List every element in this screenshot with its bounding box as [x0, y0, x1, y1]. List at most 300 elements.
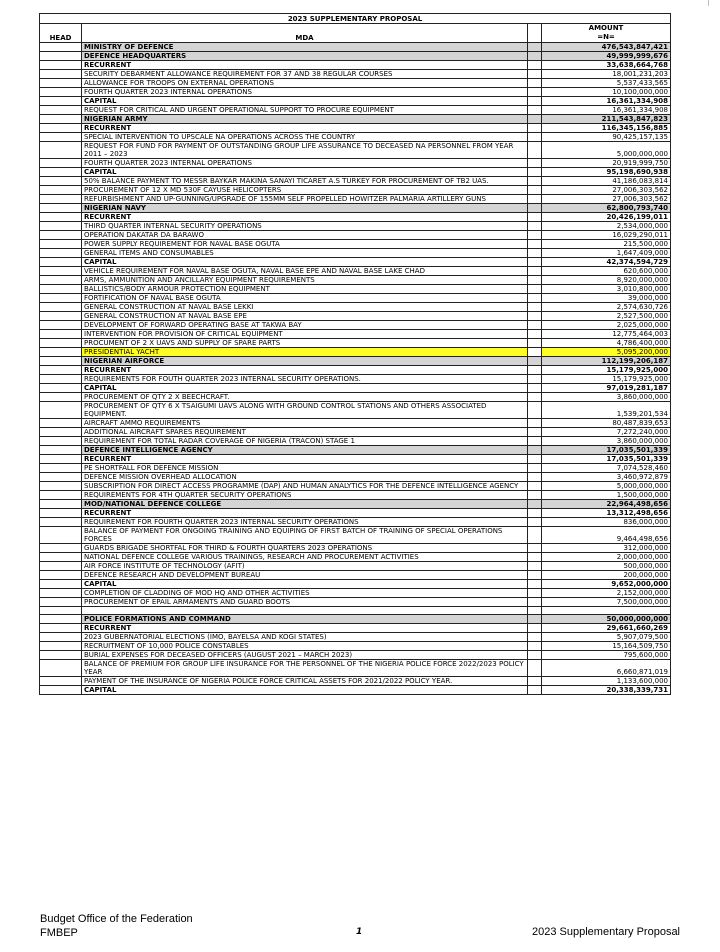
- head-cell: [40, 660, 82, 677]
- spacer-cell: [528, 303, 542, 312]
- mda-text: DEFENCE HEADQUARTERS: [84, 52, 187, 60]
- spacer-cell: [528, 642, 542, 651]
- amount-cell: 95,198,690,938: [542, 168, 671, 177]
- mda-description: [82, 500, 528, 509]
- table-row: [40, 142, 671, 159]
- amount-cell: 7,272,240,000: [542, 428, 671, 437]
- mda-text: RECURRENT: [84, 624, 132, 632]
- head-cell: [40, 61, 82, 70]
- head-cell: [40, 294, 82, 303]
- mda-text: GENERAL CONSTRUCTION AT NAVAL BASE EPE: [84, 312, 247, 320]
- page-number: 1: [356, 927, 363, 937]
- spacer-cell: [528, 106, 542, 115]
- head-cell: [40, 615, 82, 624]
- amount-cell: 312,000,000: [542, 544, 671, 553]
- amount-cell: 90,425,157,135: [542, 133, 671, 142]
- amount-cell: 2,152,000,000: [542, 589, 671, 598]
- table-row: [40, 518, 671, 527]
- mda-text: REQUIREMENTS FOR FOUTH QUARTER 2023 INTERNAL SECURITY OPERATIONS.: [84, 375, 361, 383]
- mda-description: [82, 598, 528, 607]
- spacer-cell: [528, 686, 542, 695]
- footer-office: Budget Office of the Federation: [40, 913, 193, 925]
- amount-cell: 5,537,433,565: [542, 79, 671, 88]
- head-cell: [40, 168, 82, 177]
- amount-cell: 42,374,594,729: [542, 258, 671, 267]
- amount-cell: 4,786,400,000: [542, 339, 671, 348]
- amount-cell: 116,345,156,885: [542, 124, 671, 133]
- table-row: [40, 312, 671, 321]
- mda-description: [82, 419, 528, 428]
- mda-text: FOURTH QUARTER 2023 INTERNAL OPERATIONS: [84, 88, 252, 96]
- amount-cell: 27,006,303,562: [542, 186, 671, 195]
- spacer-cell: [528, 571, 542, 580]
- head-cell: [40, 285, 82, 294]
- mda-text: POLICE FORMATIONS AND COMMAND: [84, 615, 231, 623]
- mda-description: [82, 384, 528, 393]
- head-cell: [40, 607, 82, 615]
- mda-text: BALLISTICS/BODY ARMOUR PROTECTION EQUIPMENT: [84, 285, 270, 293]
- head-cell: [40, 204, 82, 213]
- mda-description: [82, 124, 528, 133]
- table-row: [40, 580, 671, 589]
- mda-text: NIGERIAN NAVY: [84, 204, 146, 212]
- table-row: [40, 61, 671, 70]
- spacer-cell: [528, 168, 542, 177]
- amount-cell: 20,338,339,731: [542, 686, 671, 695]
- table-row: [40, 294, 671, 303]
- mda-description: [82, 375, 528, 384]
- mda-description: [82, 249, 528, 258]
- spacer-cell: [528, 222, 542, 231]
- spacer-cell: [528, 285, 542, 294]
- mda-text: PROCUMENT OF 2 X UAVS AND SUPPLY OF SPARE PARTS: [84, 339, 281, 347]
- budget-table: [39, 13, 671, 695]
- spacer-cell: [528, 133, 542, 142]
- head-cell: [40, 43, 82, 52]
- table-row: [40, 168, 671, 177]
- head-cell: [40, 339, 82, 348]
- mda-text: AIR FORCE INSTITUTE OF TECHNOLOGY (AFIT): [84, 562, 245, 570]
- amount-cell: 795,600,000: [542, 651, 671, 660]
- amount-cell: 1,539,201,534: [542, 402, 671, 419]
- spacer-cell: [528, 607, 542, 615]
- mda-description: [82, 464, 528, 473]
- mda-text: AIRCRAFT AMMO REQUIREMENTS: [84, 419, 201, 427]
- mda-description: [82, 195, 528, 204]
- spacer-cell: [528, 97, 542, 106]
- amount-cell: 200,000,000: [542, 571, 671, 580]
- spacer-cell: [528, 231, 542, 240]
- spacer-cell: [528, 195, 542, 204]
- table-row: [40, 348, 671, 357]
- table-row: [40, 482, 671, 491]
- spacer-cell: [528, 366, 542, 375]
- head-cell: [40, 52, 82, 61]
- mda-text: ARMS, AMMUNITION AND ANCILLARY EQUIPMENT REQUIREMENTS: [84, 276, 315, 284]
- table-row: [40, 446, 671, 455]
- mda-description: [82, 633, 528, 642]
- mda-text: NIGERIAN AIRFORCE: [84, 357, 165, 365]
- head-cell: [40, 428, 82, 437]
- head-cell: [40, 366, 82, 375]
- amount-cell: 2,000,000,000: [542, 553, 671, 562]
- mda-text: RECURRENT: [84, 455, 132, 463]
- head-cell: [40, 455, 82, 464]
- table-title: 2023 SUPPLEMENTARY PROPOSAL: [40, 14, 671, 24]
- head-cell: [40, 446, 82, 455]
- head-cell: [40, 231, 82, 240]
- table-row: [40, 366, 671, 375]
- mda-description: [82, 428, 528, 437]
- head-cell: [40, 402, 82, 419]
- amount-cell: 5,000,000,000: [542, 482, 671, 491]
- spacer-cell: [528, 43, 542, 52]
- spacer-cell: [528, 24, 542, 43]
- mda-text: REQUIREMENT FOR FOURTH QUARTER 2023 INTERNAL SECURITY OPERATIONS: [84, 518, 359, 526]
- mda-description: [82, 267, 528, 276]
- table-row: [40, 321, 671, 330]
- table-row: [40, 285, 671, 294]
- table-row: [40, 52, 671, 61]
- head-cell: [40, 142, 82, 159]
- table-row: [40, 686, 671, 695]
- mda-description: [82, 177, 528, 186]
- spacer-cell: [528, 482, 542, 491]
- amount-cell: 215,500,000: [542, 240, 671, 249]
- table-row: [40, 267, 671, 276]
- head-cell: [40, 312, 82, 321]
- head-cell: [40, 159, 82, 168]
- mda-description: [82, 482, 528, 491]
- amount-cell: 476,543,847,421: [542, 43, 671, 52]
- footer-code: FMBEP: [40, 927, 78, 939]
- mda-description: [82, 615, 528, 624]
- head-cell: [40, 473, 82, 482]
- table-row: [40, 607, 671, 615]
- spacer-cell: [528, 115, 542, 124]
- mda-text: ALLOWANCE FOR TROOPS ON EXTERNAL OPERATIONS: [84, 79, 274, 87]
- mda-description: [82, 222, 528, 231]
- amount-cell: 6,660,871,019: [542, 660, 671, 677]
- mda-text: NATIONAL DEFENCE COLLEGE VARIOUS TRAININGS, RESEARCH AND PROCUREMENT ACTIVITIES: [84, 553, 419, 561]
- mda-description: [82, 258, 528, 267]
- spacer-cell: [528, 651, 542, 660]
- spacer-cell: [528, 393, 542, 402]
- table-row: [40, 455, 671, 464]
- mda-description: [82, 52, 528, 61]
- spacer-cell: [528, 249, 542, 258]
- amount-cell: [542, 607, 671, 615]
- head-cell: [40, 419, 82, 428]
- head-cell: [40, 375, 82, 384]
- head-cell: [40, 79, 82, 88]
- table-row: [40, 393, 671, 402]
- head-cell: [40, 348, 82, 357]
- spacer-cell: [528, 527, 542, 544]
- mda-description: [82, 553, 528, 562]
- mda-text: REQUIREMENTS FOR 4TH QUARTER SECURITY OPERATIONS: [84, 491, 292, 499]
- head-cell: [40, 249, 82, 258]
- mda-text: PAYMENT OF THE INSURANCE OF NIGERIA POLICE FORCE CRITICAL ASSETS FOR 2021/2022 POLICY YEAR.: [84, 677, 453, 685]
- mda-description: [82, 544, 528, 553]
- head-cell: [40, 491, 82, 500]
- table-row: [40, 437, 671, 446]
- head-cell: [40, 303, 82, 312]
- spacer-cell: [528, 213, 542, 222]
- amount-cell: 33,638,664,768: [542, 61, 671, 70]
- table-row: [40, 464, 671, 473]
- table-row: [40, 222, 671, 231]
- head-cell: [40, 571, 82, 580]
- amount-cell: 50,000,000,000: [542, 615, 671, 624]
- mda-text: 2023 GUBERNATORIAL ELECTIONS (IMO, BAYELSA AND KOGI STATES): [84, 633, 327, 641]
- mda-text: RECURRENT: [84, 213, 132, 221]
- table-row: [40, 402, 671, 419]
- mda-description: [82, 276, 528, 285]
- table-row: [40, 276, 671, 285]
- mda-column-header: MDA: [82, 24, 528, 43]
- mda-text: INTERVENTION FOR PROVISION OF CRITICAL EQUIPMENT: [84, 330, 283, 338]
- amount-cell: 41,186,083,814: [542, 177, 671, 186]
- mda-description: [82, 642, 528, 651]
- mda-text: 50% BALANCE PAYMENT TO MESSR BAYKAR MAKINA SANAYI TICARET A.S TURKEY FOR PROCUREMENT OF TB2 UAS.: [84, 177, 489, 185]
- amount-cell: 3,860,000,000: [542, 437, 671, 446]
- mda-description: [82, 133, 528, 142]
- mda-description: [82, 446, 528, 455]
- amount-cell: 620,600,000: [542, 267, 671, 276]
- amount-cell: 15,179,925,000: [542, 375, 671, 384]
- footer-left: [40, 912, 193, 940]
- mda-description: [82, 204, 528, 213]
- amount-cell: 12,775,464,003: [542, 330, 671, 339]
- head-cell: [40, 384, 82, 393]
- table-row: [40, 115, 671, 124]
- mda-description: [82, 106, 528, 115]
- mda-text: FORTIFICATION OF NAVAL BASE OGUTA: [84, 294, 221, 302]
- mda-description: [82, 321, 528, 330]
- spacer-cell: [528, 580, 542, 589]
- table-row: [40, 571, 671, 580]
- mda-description: [82, 43, 528, 52]
- spacer-cell: [528, 312, 542, 321]
- spacer-cell: [528, 177, 542, 186]
- mda-description: [82, 330, 528, 339]
- mda-text: DEVELOPMENT OF FORWARD OPERATING BASE AT TAKWA BAY: [84, 321, 302, 329]
- spacer-cell: [528, 258, 542, 267]
- mda-description: [82, 88, 528, 97]
- spacer-cell: [528, 402, 542, 419]
- spacer-cell: [528, 437, 542, 446]
- spacer-cell: [528, 276, 542, 285]
- spacer-cell: [528, 598, 542, 607]
- amount-cell: 2,527,500,000: [542, 312, 671, 321]
- amount-cell: 8,920,000,000: [542, 276, 671, 285]
- mda-text: OPERATION DAKATAR DA BARAWO: [84, 231, 204, 239]
- amount-cell: 2,574,630,726: [542, 303, 671, 312]
- mda-text: NIGERIAN ARMY: [84, 115, 148, 123]
- spacer-cell: [528, 204, 542, 213]
- head-cell: [40, 589, 82, 598]
- head-cell: [40, 88, 82, 97]
- spacer-cell: [528, 88, 542, 97]
- spacer-cell: [528, 677, 542, 686]
- amount-cell: 5,907,079,500: [542, 633, 671, 642]
- spacer-cell: [528, 446, 542, 455]
- mda-text: GENERAL CONSTRUCTION AT NAVAL BASE LEKKI: [84, 303, 254, 311]
- amount-cell: 39,000,000: [542, 294, 671, 303]
- table-row: [40, 330, 671, 339]
- spacer-cell: [528, 384, 542, 393]
- spacer-cell: [528, 267, 542, 276]
- amount-cell: 16,029,290,011: [542, 231, 671, 240]
- head-cell: [40, 553, 82, 562]
- table-row: [40, 562, 671, 571]
- table-row: [40, 186, 671, 195]
- table-row: [40, 509, 671, 518]
- amount-cell: 836,000,000: [542, 518, 671, 527]
- head-cell: [40, 500, 82, 509]
- table-row: [40, 240, 671, 249]
- head-cell: [40, 482, 82, 491]
- mda-description: [82, 61, 528, 70]
- spacer-cell: [528, 660, 542, 677]
- mda-description: [82, 357, 528, 366]
- spacer-cell: [528, 544, 542, 553]
- mda-description: [82, 589, 528, 598]
- table-row: [40, 527, 671, 544]
- amount-cell: 18,001,231,203: [542, 70, 671, 79]
- amount-cell: 3,460,972,879: [542, 473, 671, 482]
- spacer-cell: [528, 321, 542, 330]
- mda-description: [82, 339, 528, 348]
- mda-text: CAPITAL: [84, 686, 117, 694]
- table-row: [40, 258, 671, 267]
- spacer-cell: [528, 615, 542, 624]
- table-row: [40, 589, 671, 598]
- head-cell: [40, 97, 82, 106]
- mda-description: [82, 285, 528, 294]
- head-cell: [40, 106, 82, 115]
- mda-description: [82, 312, 528, 321]
- head-cell: [40, 258, 82, 267]
- mda-text: CAPITAL: [84, 168, 117, 176]
- spacer-cell: [528, 518, 542, 527]
- amount-cell: 17,035,501,339: [542, 446, 671, 455]
- mda-text: PRESIDENTIAL YACHT: [84, 348, 160, 356]
- table-row: [40, 303, 671, 312]
- mda-text: CAPITAL: [84, 580, 117, 588]
- mda-text: RECRUITMENT OF 10,000 POLICE CONSTABLES: [84, 642, 249, 650]
- head-cell: [40, 633, 82, 642]
- head-cell: [40, 240, 82, 249]
- mda-text: VEHICLE REQUIREMENT FOR NAVAL BASE OGUTA, NAVAL BASE EPE AND NAVAL BASE LAKE CHAD: [84, 267, 425, 275]
- amount-cell: 1,500,000,000: [542, 491, 671, 500]
- mda-text: REFURBISHMENT AND UP-GUNNING/UPGRADE OF 155MM SELF PROPELLED HOWITZER PALMARIA ARTILLERY GUNS: [84, 195, 486, 203]
- amount-cell: 15,179,925,000: [542, 366, 671, 375]
- mda-text: POWER SUPPLY REQUIREMENT FOR NAVAL BASE OGUTA: [84, 240, 280, 248]
- head-cell: [40, 598, 82, 607]
- mda-text: REQUIREMENT FOR TOTAL RADAR COVERAGE OF NIGERIA (TRACON) STAGE 1: [84, 437, 355, 445]
- spacer-cell: [528, 357, 542, 366]
- head-cell: [40, 677, 82, 686]
- table-row: [40, 133, 671, 142]
- currency-label: =N=: [597, 33, 615, 41]
- amount-cell: 2,025,000,000: [542, 321, 671, 330]
- head-cell: [40, 393, 82, 402]
- amount-cell: 27,006,303,562: [542, 195, 671, 204]
- head-cell: [40, 509, 82, 518]
- spacer-cell: [528, 562, 542, 571]
- spacer-cell: [528, 294, 542, 303]
- mda-text: GUARDS BRIGADE SHORTFAL FOR THIRD & FOURTH QUARTERS 2023 OPERATIONS: [84, 544, 373, 552]
- mda-description: [82, 527, 528, 544]
- table-row: [40, 553, 671, 562]
- spacer-cell: [528, 348, 542, 357]
- mda-text: RECURRENT: [84, 61, 132, 69]
- table-row: [40, 70, 671, 79]
- head-cell: [40, 562, 82, 571]
- amount-cell: 29,661,660,269: [542, 624, 671, 633]
- spacer-cell: [528, 509, 542, 518]
- table-row: [40, 79, 671, 88]
- amount-cell: 3,010,800,000: [542, 285, 671, 294]
- mda-description: [82, 402, 528, 419]
- mda-text: BALANCE OF PREMIUM FOR GROUP LIFE INSURANCE FOR THE PERSONNEL OF THE NIGERIA POLICE FORCE 2022/2023 POLICY YEAR: [84, 660, 524, 676]
- table-row: [40, 213, 671, 222]
- mda-text: CAPITAL: [84, 97, 117, 105]
- amount-cell: 16,361,334,908: [542, 97, 671, 106]
- table-row: [40, 375, 671, 384]
- head-cell: [40, 177, 82, 186]
- mda-description: [82, 159, 528, 168]
- mda-description: [82, 213, 528, 222]
- amount-cell: 3,860,000,000: [542, 393, 671, 402]
- head-column-header: HEAD: [40, 24, 82, 43]
- table-row: [40, 500, 671, 509]
- mda-text: REQUEST FOR CRITICAL AND URGENT OPERATIONAL SUPPORT TO PROCURE EQUIPMENT: [84, 106, 394, 114]
- amount-cell: 17,035,501,339: [542, 455, 671, 464]
- table-row: [40, 544, 671, 553]
- spacer-cell: [528, 464, 542, 473]
- mda-text: ADDITIONAL AIRCRAFT SPARES REQUIREMENT: [84, 428, 246, 436]
- head-cell: [40, 437, 82, 446]
- amount-cell: 13,312,498,656: [542, 509, 671, 518]
- amount-cell: 20,426,199,011: [542, 213, 671, 222]
- amount-cell: 2,534,000,000: [542, 222, 671, 231]
- table-row: [40, 651, 671, 660]
- page-corner-mark: [708, 0, 709, 6]
- spacer-cell: [528, 553, 542, 562]
- mda-description: [82, 677, 528, 686]
- spacer-cell: [528, 455, 542, 464]
- mda-description: [82, 473, 528, 482]
- table-row: [40, 598, 671, 607]
- head-cell: [40, 651, 82, 660]
- table-row: [40, 231, 671, 240]
- spacer-cell: [528, 473, 542, 482]
- amount-cell: 62,800,793,740: [542, 204, 671, 213]
- mda-text: DEFENCE INTELLIGENCE AGENCY: [84, 446, 213, 454]
- mda-text: REQUEST FOR FUND FOR PAYMENT OF OUTSTANDING GROUP LIFE ASSURANCE TO DECEASED NA PERSONNEL FROM YEAR 2011 – 2023: [84, 142, 514, 158]
- table-row: [40, 159, 671, 168]
- mda-text: BALANCE OF PAYMENT FOR ONGOING TRAINING AND EQUIPING OF FIRST BATCH OF TRAINING OF SPECIAL OPERATIONS FORCES: [84, 527, 503, 543]
- amount-label: AMOUNT: [588, 24, 624, 32]
- title-row: [40, 14, 671, 24]
- table-row: [40, 642, 671, 651]
- table-row: [40, 204, 671, 213]
- mda-text: SECURITY DEBARMENT ALLOWANCE REQUIREMENT FOR 37 AND 38 REGULAR COURSES: [84, 70, 393, 78]
- amount-cell: 97,019,281,187: [542, 384, 671, 393]
